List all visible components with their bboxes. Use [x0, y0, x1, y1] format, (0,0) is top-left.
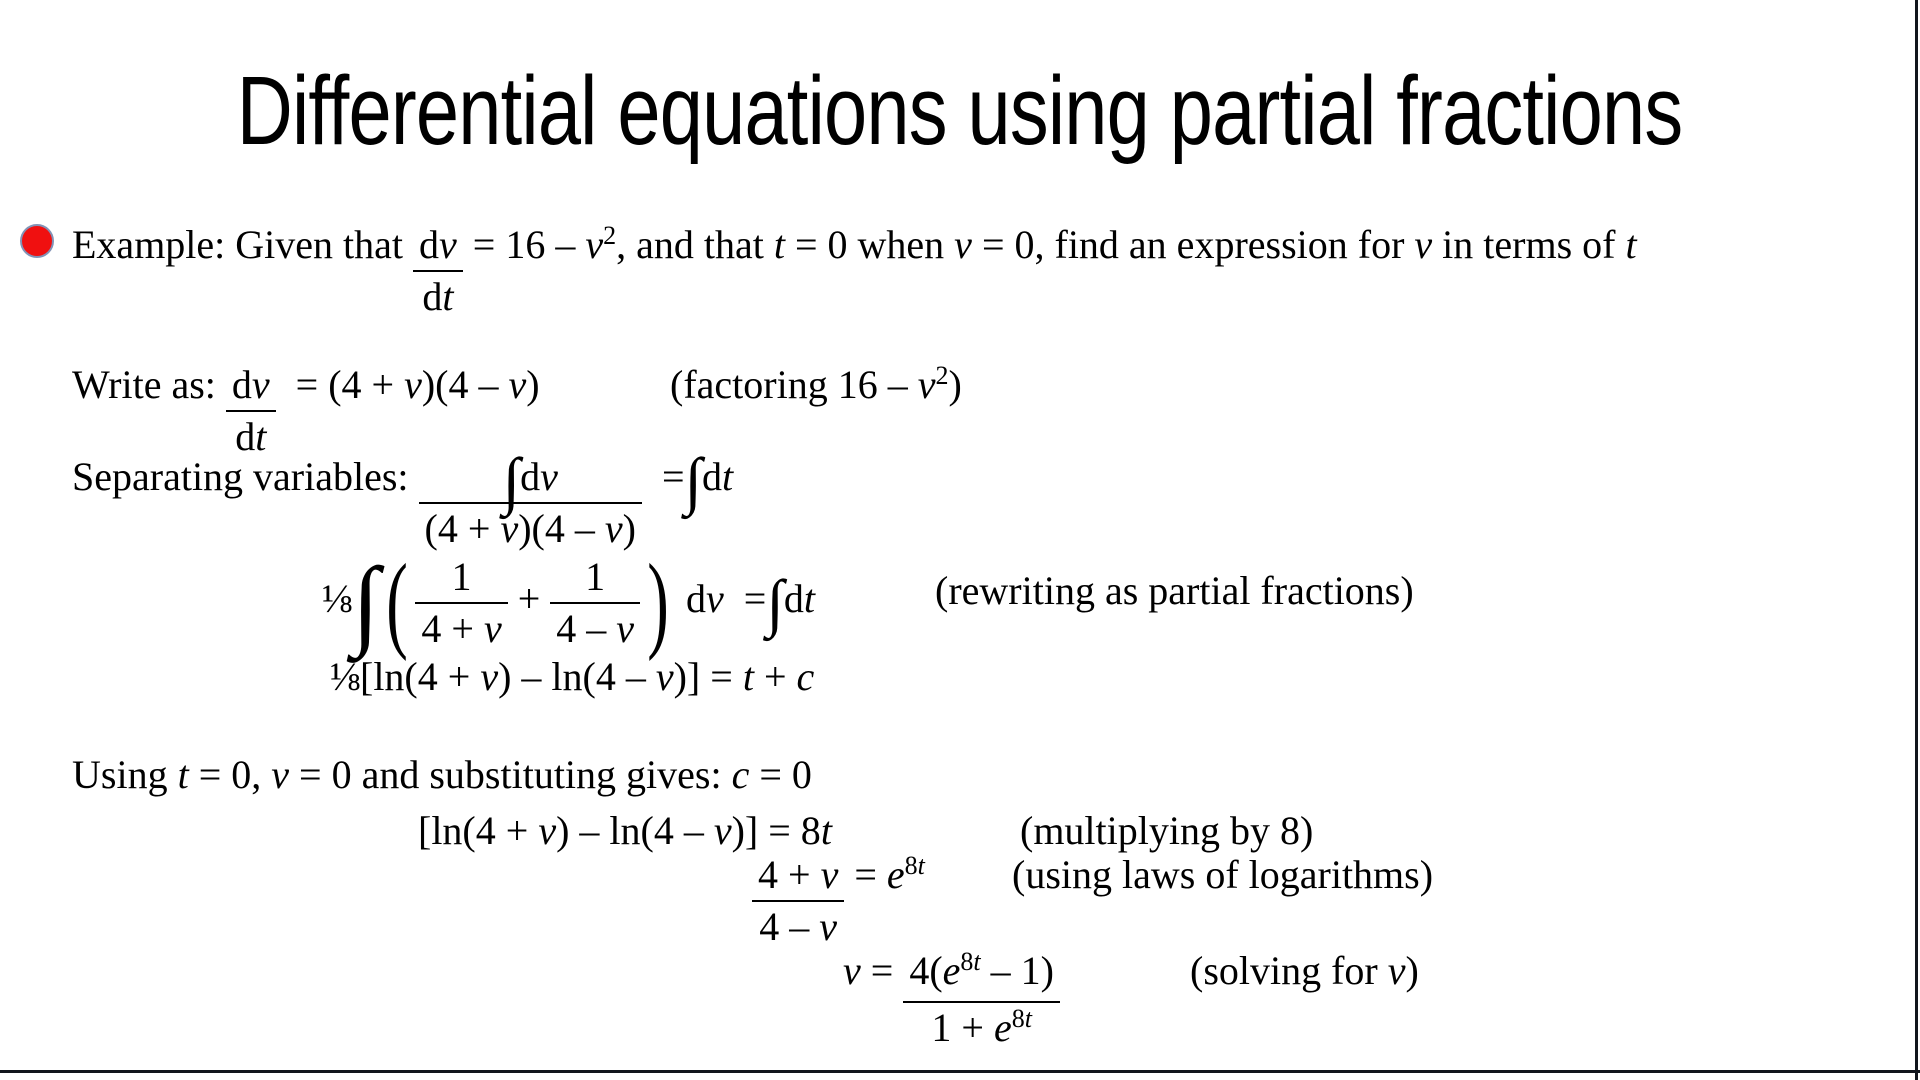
superscript: 8	[904, 851, 918, 880]
math-text: v	[655, 654, 674, 699]
math-text: e	[942, 948, 961, 993]
math-text: 4(	[909, 948, 943, 993]
caption-using-laws	[1012, 850, 1433, 900]
fraction	[752, 850, 844, 952]
math-line-separating	[72, 445, 734, 554]
math-text: = 0,	[188, 752, 272, 797]
math-text: 4 –	[556, 606, 617, 651]
math-text: (multiplying by 8)	[1020, 808, 1314, 853]
denominator	[752, 902, 844, 952]
math-text: ⅛[ln(4 +	[330, 654, 481, 699]
math-text: v	[819, 904, 838, 949]
math-text: = 16 –	[462, 222, 586, 267]
math-text: c	[796, 654, 815, 699]
numerator	[415, 552, 507, 604]
math-text: t	[1625, 222, 1637, 267]
math-text: d	[676, 576, 706, 622]
slide-title	[0, 58, 1920, 165]
math-text: v	[843, 948, 861, 993]
math-text: v	[500, 506, 519, 551]
caption-factoring	[670, 360, 962, 415]
math-line-write-as	[72, 360, 540, 462]
math-text: v	[271, 752, 290, 797]
superscript: 2	[935, 361, 949, 390]
math-text: 1	[585, 554, 606, 599]
math-text: )	[526, 362, 540, 407]
math-text: v	[1414, 222, 1433, 267]
math-text: ) – ln(4 –	[556, 808, 714, 853]
numerator	[550, 552, 640, 604]
math-text: 1 +	[931, 1005, 994, 1050]
superscript: t	[973, 947, 981, 976]
math-text: v	[480, 654, 499, 699]
math-text: d	[419, 222, 440, 267]
math-text: [ln(4 +	[418, 808, 539, 853]
math-text: v	[585, 222, 604, 267]
math-text: v	[1387, 948, 1406, 993]
math-text: c	[731, 752, 750, 797]
math-text: d	[783, 576, 804, 622]
math-text: d	[235, 414, 256, 459]
math-text: Separating variables:	[72, 454, 419, 499]
numerator	[752, 850, 844, 902]
math-text: +	[507, 576, 551, 622]
superscript: 8	[960, 947, 974, 976]
math-text: )] =	[673, 654, 743, 699]
integral-icon: ∫	[684, 445, 703, 516]
caption-solving	[1190, 946, 1419, 996]
math-text: , and that	[616, 222, 774, 267]
slide-right-rule	[1915, 0, 1918, 1080]
math-text: d	[520, 454, 541, 499]
superscript: t	[917, 851, 925, 880]
math-text: ) – ln(4 –	[498, 654, 656, 699]
math-text: 4 +	[758, 852, 821, 897]
fraction	[550, 552, 640, 654]
math-text: ⅛	[322, 576, 352, 622]
math-line-log-result	[330, 652, 814, 702]
math-text: Using	[72, 752, 178, 797]
fraction	[226, 360, 276, 462]
math-text: Example: Given that	[72, 222, 414, 267]
math-text: – 1)	[980, 948, 1054, 993]
math-text: v	[604, 506, 623, 551]
math-text: )	[622, 506, 636, 551]
math-text: = 0	[749, 752, 812, 797]
math-text: +	[753, 654, 797, 699]
math-text: v	[616, 606, 635, 651]
math-text: v	[820, 852, 839, 897]
math-text: v	[917, 362, 936, 407]
math-text: t	[177, 752, 189, 797]
fraction	[413, 220, 463, 322]
slide-bottom-rule	[0, 1070, 1920, 1073]
math-text: t	[442, 274, 454, 319]
math-text: )(4 –	[518, 506, 605, 551]
math-text: (using laws of logarithms)	[1012, 852, 1434, 897]
slide-title-text: Differential equations using partial fractions	[237, 56, 1683, 165]
math-text: v	[713, 808, 732, 853]
integral-icon: ∫	[766, 567, 784, 639]
math-text: e	[993, 1005, 1012, 1050]
math-text: =	[860, 948, 904, 993]
math-line-using	[72, 750, 812, 800]
math-text: )] = 8	[731, 808, 821, 853]
math-text: = (4 +	[275, 362, 405, 407]
math-text: )(4 –	[421, 362, 509, 407]
numerator	[413, 220, 463, 272]
fraction	[419, 445, 642, 554]
caption-multiplying	[1020, 806, 1313, 856]
superscript: 8	[1011, 1004, 1025, 1033]
math-text: = 0 and substituting gives:	[289, 752, 732, 797]
superscript: t	[1024, 1004, 1032, 1033]
fraction	[903, 946, 1060, 1058]
math-text: 4 –	[759, 904, 820, 949]
math-text: t	[255, 414, 267, 459]
math-text: )	[948, 362, 962, 407]
math-text: v	[706, 576, 724, 622]
denominator	[413, 272, 463, 322]
math-text: t	[742, 654, 754, 699]
math-text: (factoring 16 –	[670, 362, 918, 407]
math-text: d	[231, 362, 252, 407]
math-text: v	[439, 222, 457, 267]
denominator	[903, 1003, 1060, 1058]
fraction	[415, 552, 507, 654]
math-text: 1	[451, 554, 472, 599]
numerator	[419, 445, 642, 516]
math-text: v	[954, 222, 972, 267]
math-text: d	[422, 274, 443, 319]
integral-icon: ∫	[502, 445, 521, 516]
math-line-multiplied	[418, 806, 832, 856]
math-text: =	[641, 454, 685, 499]
red-bullet-icon	[20, 224, 54, 258]
math-text: t	[722, 454, 734, 499]
math-text: t	[803, 576, 815, 622]
math-text: v	[404, 362, 422, 407]
math-text: 4 +	[421, 606, 484, 651]
integral-icon: ∫	[352, 547, 380, 658]
math-line-solved	[843, 946, 1060, 1058]
math-line-example	[72, 220, 1637, 322]
numerator	[226, 360, 276, 412]
math-text: t	[820, 808, 832, 853]
math-line-partial-fractions: ⅛∫( $\frac{1}{4 + v}$ + $\frac{1}{4 - v}$ ) dv =∫dt	[322, 543, 815, 662]
caption-rewriting	[935, 566, 1414, 616]
numerator	[903, 946, 1060, 1003]
denominator	[415, 604, 507, 654]
math-text: v	[538, 808, 557, 853]
math-text: v	[251, 362, 270, 407]
math-text: d	[702, 454, 723, 499]
math-text: =	[844, 852, 887, 897]
math-text: =	[723, 576, 767, 622]
math-text: (4 +	[424, 506, 501, 551]
math-text: = 0 when	[784, 222, 955, 267]
math-text: (rewriting as partial fractions)	[935, 568, 1414, 613]
math-text: in terms of	[1432, 222, 1626, 267]
math-line-laws	[752, 850, 925, 952]
denominator	[419, 504, 642, 554]
superscript: 2	[603, 221, 617, 250]
math-text: v	[483, 606, 502, 651]
math-text: v	[508, 362, 527, 407]
math-text: t	[773, 222, 785, 267]
denominator	[550, 604, 640, 654]
math-text: Write as:	[72, 362, 226, 407]
math-text: e	[886, 852, 905, 897]
math-text: (solving for	[1190, 948, 1388, 993]
math-text: = 0, find an expression for	[971, 222, 1415, 267]
math-text: )	[1405, 948, 1419, 993]
math-text: v	[540, 454, 558, 499]
